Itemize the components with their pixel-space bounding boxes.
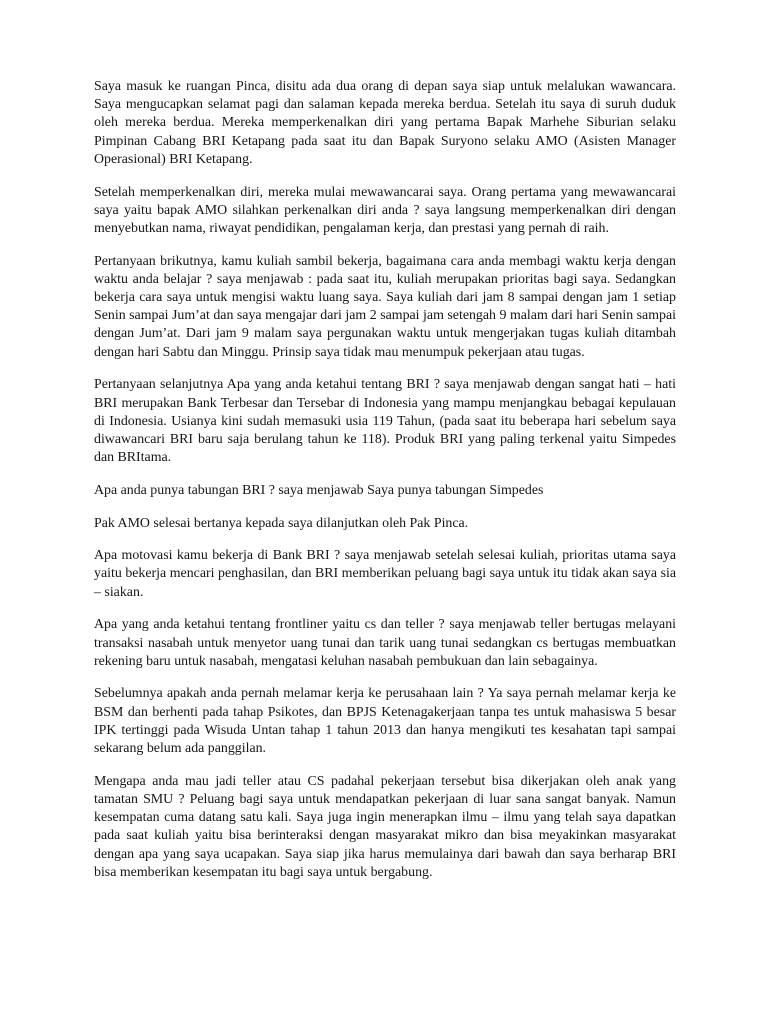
paragraph: Apa motovasi kamu bekerja di Bank BRI ? saya menjawab setelah selesai kuliah, prioritas utama saya yaitu bekerja mencari penghasilan, dan BRI memberikan peluang bagi saya untuk itu tidak akan saya sia – siakan. (94, 548, 676, 600)
paragraph: Sebelumnya apakah anda pernah melamar kerja ke perusahaan lain ? Ya saya pernah melamar kerja ke BSM dan berhenti pada tahap Psikotes, dan BPJS Ketenagakerjaan tanpa tes untuk mahasiswa 5 besar IPK tertinggi pada Wisuda Untan tahap 1 tahun 2013 dan hanya mengikuti tes kesahatan tapi sampai sekarang belum ada panggilan. (94, 686, 676, 757)
paragraph: Mengapa anda mau jadi teller atau CS padahal pekerjaan tersebut bisa dikerjakan oleh anak yang tamatan SMU ? Peluang bagi saya untuk mendapatkan pekerjaan di luar sana sangat banyak. Namun kesempatan cuma datang satu kali. Saya juga ingin menerapkan ilmu – ilmu yang telah saya dapatkan pada saat kuliah yaitu bisa berinteraksi dengan masyarakat mikro dan bisa meyakinkan masyarakat dengan apa yang saya ucapakan. Saya siap jika harus memulainya dari bawah dan saya berharap BRI bisa memberikan kesempatan itu bagi saya untuk bergabung. (94, 773, 676, 880)
paragraph: Apa anda punya tabungan BRI ? saya menjawab Saya punya tabungan Simpedes (94, 482, 544, 498)
paragraph: Pak AMO selesai bertanya kepada saya dilanjutkan oleh Pak Pinca. (94, 515, 469, 531)
paragraph: Apa yang anda ketahui tentang frontliner yaitu cs dan teller ? saya menjawab teller bertugas melayani transaksi nasabah untuk menyetor uang tunai dan tarik uang tunai sedangkan cs bertugas membuatkan rekening baru untuk nasabah, mengatasi keluhan nasabah pembukuan dan lain sebagainya. (94, 617, 676, 669)
paragraph: Setelah memperkenalkan diri, mereka mulai mewawancarai saya. Orang pertama yang mewawancarai saya yaitu bapak AMO silahkan perkenalkan diri anda ? saya langsung memperkenalkan diri dengan menyebutkan nama, riwayat pendidikan, pengalaman kerja, dan prestasi yang pernah di raih. (94, 184, 676, 236)
paragraph: Saya masuk ke ruangan Pinca, disitu ada dua orang di depan saya siap untuk melalukan wawancara. Saya mengucapkan selamat pagi dan salaman kepada mereka berdua. Setelah itu saya di suruh duduk oleh mereka berdua. Mereka memperkenalkan diri yang pertama Bapak Marhehe Siburian selaku Pimpinan Cabang BRI Ketapang pada saat itu dan Bapak Suryono selaku AMO (Asisten Manager Operasional) BRI Ketapang. (94, 79, 676, 167)
document-body (94, 78, 676, 897)
paragraph: Pertanyaan selanjutnya Apa yang anda ketahui tentang BRI ? saya menjawab dengan sangat hati – hati BRI merupakan Bank Terbesar dan Tersebar di Indonesia yang mampu menjangkau bebagai kepulauan di Indonesia. Usianya kini sudah memasuki usia 119 Tahun, (pada saat itu beberapa hari sebelum saya diwawancari BRI baru saja berulang tahun ke 118). Produk BRI yang paling terkenal yaitu Simpedes dan BRItama. (94, 377, 676, 466)
paragraph: Pertanyaan brikutnya, kamu kuliah sambil bekerja, bagaimana cara anda membagi waktu kerja dengan waktu anda belajar ? saya menjawab : pada saat itu, kuliah merupakan prioritas bagi saya. Sedangkan bekerja cara saya untuk mengisi waktu luang saya. Saya kuliah dari jam 8 sampai dengan jam 1 setiap Senin sampai Jum’at dan saya mengajar dari jam 2 sampai jam setengah 9 malam dari hari Senin sampai dengan Jum’at. Dari jam 9 malam saya pergunakan waktu untuk mengerjakan tugas kuliah ditambah dengan hari Sabtu dan Minggu. Prinsip saya tidak mau menumpuk pekerjaan atau tugas. (94, 253, 676, 360)
